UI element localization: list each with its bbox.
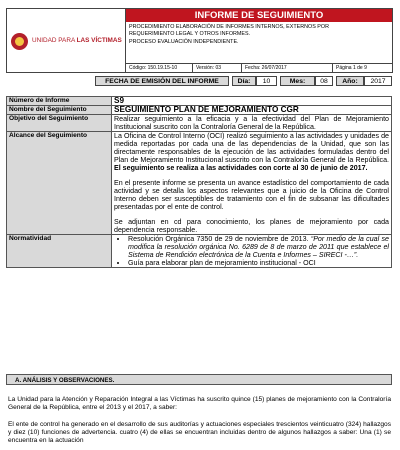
table-row (7, 115, 392, 132)
objective-text: Realizar seguimiento a la eficacia y a la efectividad del Plan de Mejoramiento Institucional suscrito con la Contraloría General de la República. (114, 115, 389, 131)
doc-date: Fecha: 26/07/2017 (245, 65, 287, 71)
day-value: 10 (256, 76, 277, 86)
year-value: 2017 (364, 76, 392, 86)
doc-code: Código: 150.19.15-10 (129, 65, 178, 71)
norm-label: Normatividad (7, 235, 112, 268)
scope-paragraph-2: En el presente informe se presenta un avance estadístico del comportamiento de cada actividad y se detalla los aspectos relevantes que a juicio de la Oficina de Control Interno deben ser susceptibles de tratamiento con el fin de subsanar las dificultades presentadas por el ente de control. (114, 179, 389, 211)
section-a-heading: A. ANÁLISIS Y OBSERVACIONES. (6, 374, 392, 385)
logo-block (7, 9, 126, 72)
objective-label: Objetivo del Seguimiento (7, 115, 112, 132)
document-meta (126, 63, 392, 73)
coat-of-arms-icon (11, 33, 28, 50)
emission-date-row (95, 76, 392, 86)
list-item: • Guía para elaborar plan de mejoramiento institucional - OCI (128, 259, 389, 267)
report-info-table (6, 96, 392, 268)
scope-paragraph-1: La Oficina de Control Interno (OCI) realizó seguimiento a las actividades y unidades de medida reportadas por cada una de las dependencias de la Unidad, que son las directamente responsables de la ejecución de las actividades formuladas dentro del Plan de Mejoramiento Institucional suscrito con la Contraloría General de la República. El seguimiento se realiza a las actividades con corte al 30 de junio de 2017. (114, 132, 389, 172)
scope-label: Alcance del Seguimiento (7, 132, 112, 235)
list-item: • Resolución Orgánica 7350 de 29 de noviembre de 2013. “Por medio de la cual se modifica la resolución orgánica No. 6289 de 8 de marzo de 2011 que establece el Sistema de Rendición electrónica de la Cuenta e Informes – SIRECI -…”. (128, 235, 389, 259)
month-label: Mes: (280, 76, 315, 86)
section-a-paragraph-2: El ente de control ha generado en el desarrollo de sus auditorías y actuaciones especiales trescientos veinticuatro (324) hallazgos y diez (10) funciones de advertencia. cuatro (4) de ellas se encuentran incluidas dentro de algunos hallazgos a saber: Una (1) se encuentra en la actuación (8, 421, 391, 444)
emission-label: FECHA DE EMISIÓN DEL INFORME (95, 76, 229, 86)
table-row (7, 106, 392, 115)
section-a-paragraph-1: La Unidad para la Atención y Reparación Integral a las Víctimas ha suscrito quince (15) planes de mejoramiento con la Contraloría General de la República, entre el 2013 y el 2017, a saber: (8, 396, 391, 411)
table-row (7, 235, 392, 268)
doc-version: Versión: 03 (196, 65, 222, 71)
report-title: INFORME DE SEGUIMIENTO (126, 9, 392, 22)
day-label: Día: (232, 76, 256, 86)
report-name: SEGUIMIENTO PLAN DE MEJORAMIENTO CGR (112, 106, 392, 115)
table-row (7, 132, 392, 235)
document-header (6, 8, 393, 73)
objective-cell (112, 115, 392, 132)
procedure-line-2: REQUERIMIENTO LEGAL Y OTROS INFORMES. (129, 31, 251, 37)
norm-cell (112, 235, 392, 268)
doc-page: Página 1 de 9 (336, 65, 367, 71)
scope-cell (112, 132, 392, 235)
year-label: Año: (336, 76, 364, 86)
month-value: 08 (315, 76, 333, 86)
norm-list (114, 235, 389, 267)
number-label: Número de Informe (7, 97, 112, 106)
procedure-line-1: PROCEDIMIENTO ELABORACIÓN DE INFORMES INTERNOS, EXTERNOS POR (129, 24, 329, 30)
report-number: S9 (112, 97, 392, 106)
scope-paragraph-3: Se adjuntan en cd para conocimiento, los planes de mejoramiento por cada dependencia responsable. (114, 218, 389, 234)
name-label: Nombre del Seguimiento (7, 106, 112, 115)
process-line: PROCESO EVALUACIÓN INDEPENDIENTE. (129, 39, 239, 45)
logo-text: UNIDAD PARA LAS VÍCTIMAS (32, 37, 122, 44)
